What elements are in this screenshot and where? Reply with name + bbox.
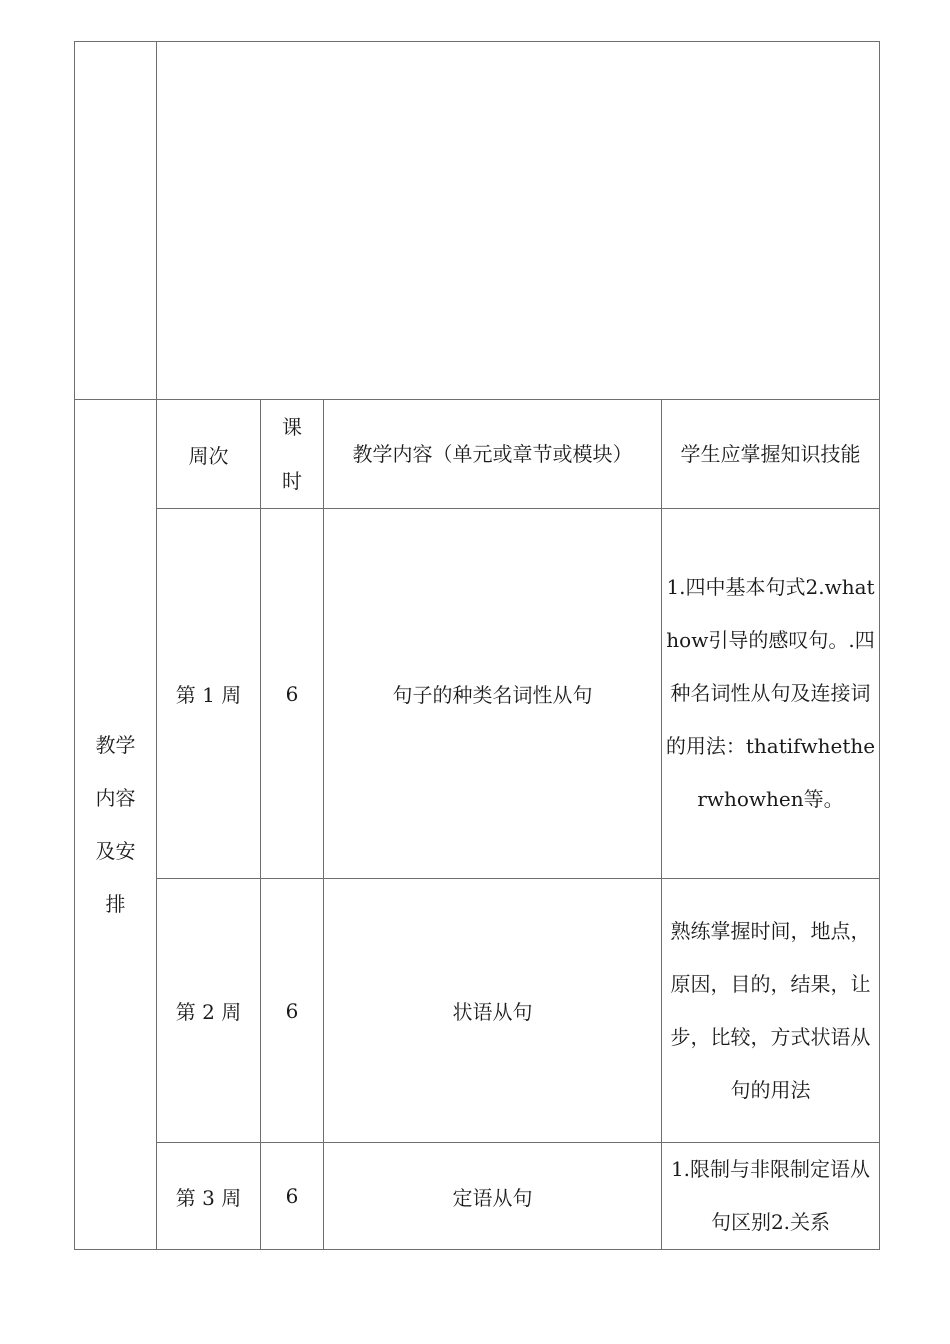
header-hours: 课时: [282, 415, 302, 493]
section-label-cell: [75, 400, 157, 1250]
header-row: [75, 400, 880, 509]
table-row: [75, 1143, 880, 1250]
header-hours-cell: [261, 400, 324, 509]
hours-cell: 6: [261, 509, 324, 879]
skills-cell: 1.限制与非限制定语从句区别2.关系: [662, 1143, 880, 1250]
blank-content-cell: [157, 42, 880, 400]
section-label: 教学内容及安排: [95, 732, 136, 916]
skills-cell: 1.四中基本句式2.whathow引导的感叹句。.四种名词性从句及连接词的用法：thatifwhetherwhowhen等。: [662, 509, 880, 879]
blank-left-cell: [75, 42, 157, 400]
week-cell: 第 2 周: [157, 879, 261, 1143]
header-week: 周次: [157, 400, 261, 509]
syllabus-table: [74, 41, 880, 1250]
skills-cell: 熟练掌握时间，地点，原因，目的，结果，让步，比较，方式状语从句的用法: [662, 879, 880, 1143]
table-row: [75, 879, 880, 1143]
hours-cell: 6: [261, 1143, 324, 1250]
week-cell: 第 1 周: [157, 509, 261, 879]
week-cell: 第 3 周: [157, 1143, 261, 1250]
table-row: [75, 509, 880, 879]
content-cell: 定语从句: [324, 1143, 662, 1250]
header-skills: 学生应掌握知识技能: [662, 400, 880, 509]
hours-cell: 6: [261, 879, 324, 1143]
content-cell: 状语从句: [324, 879, 662, 1143]
blank-row: [75, 42, 880, 400]
content-cell: 句子的种类名词性从句: [324, 509, 662, 879]
header-content: 教学内容（单元或章节或模块）: [324, 400, 662, 509]
